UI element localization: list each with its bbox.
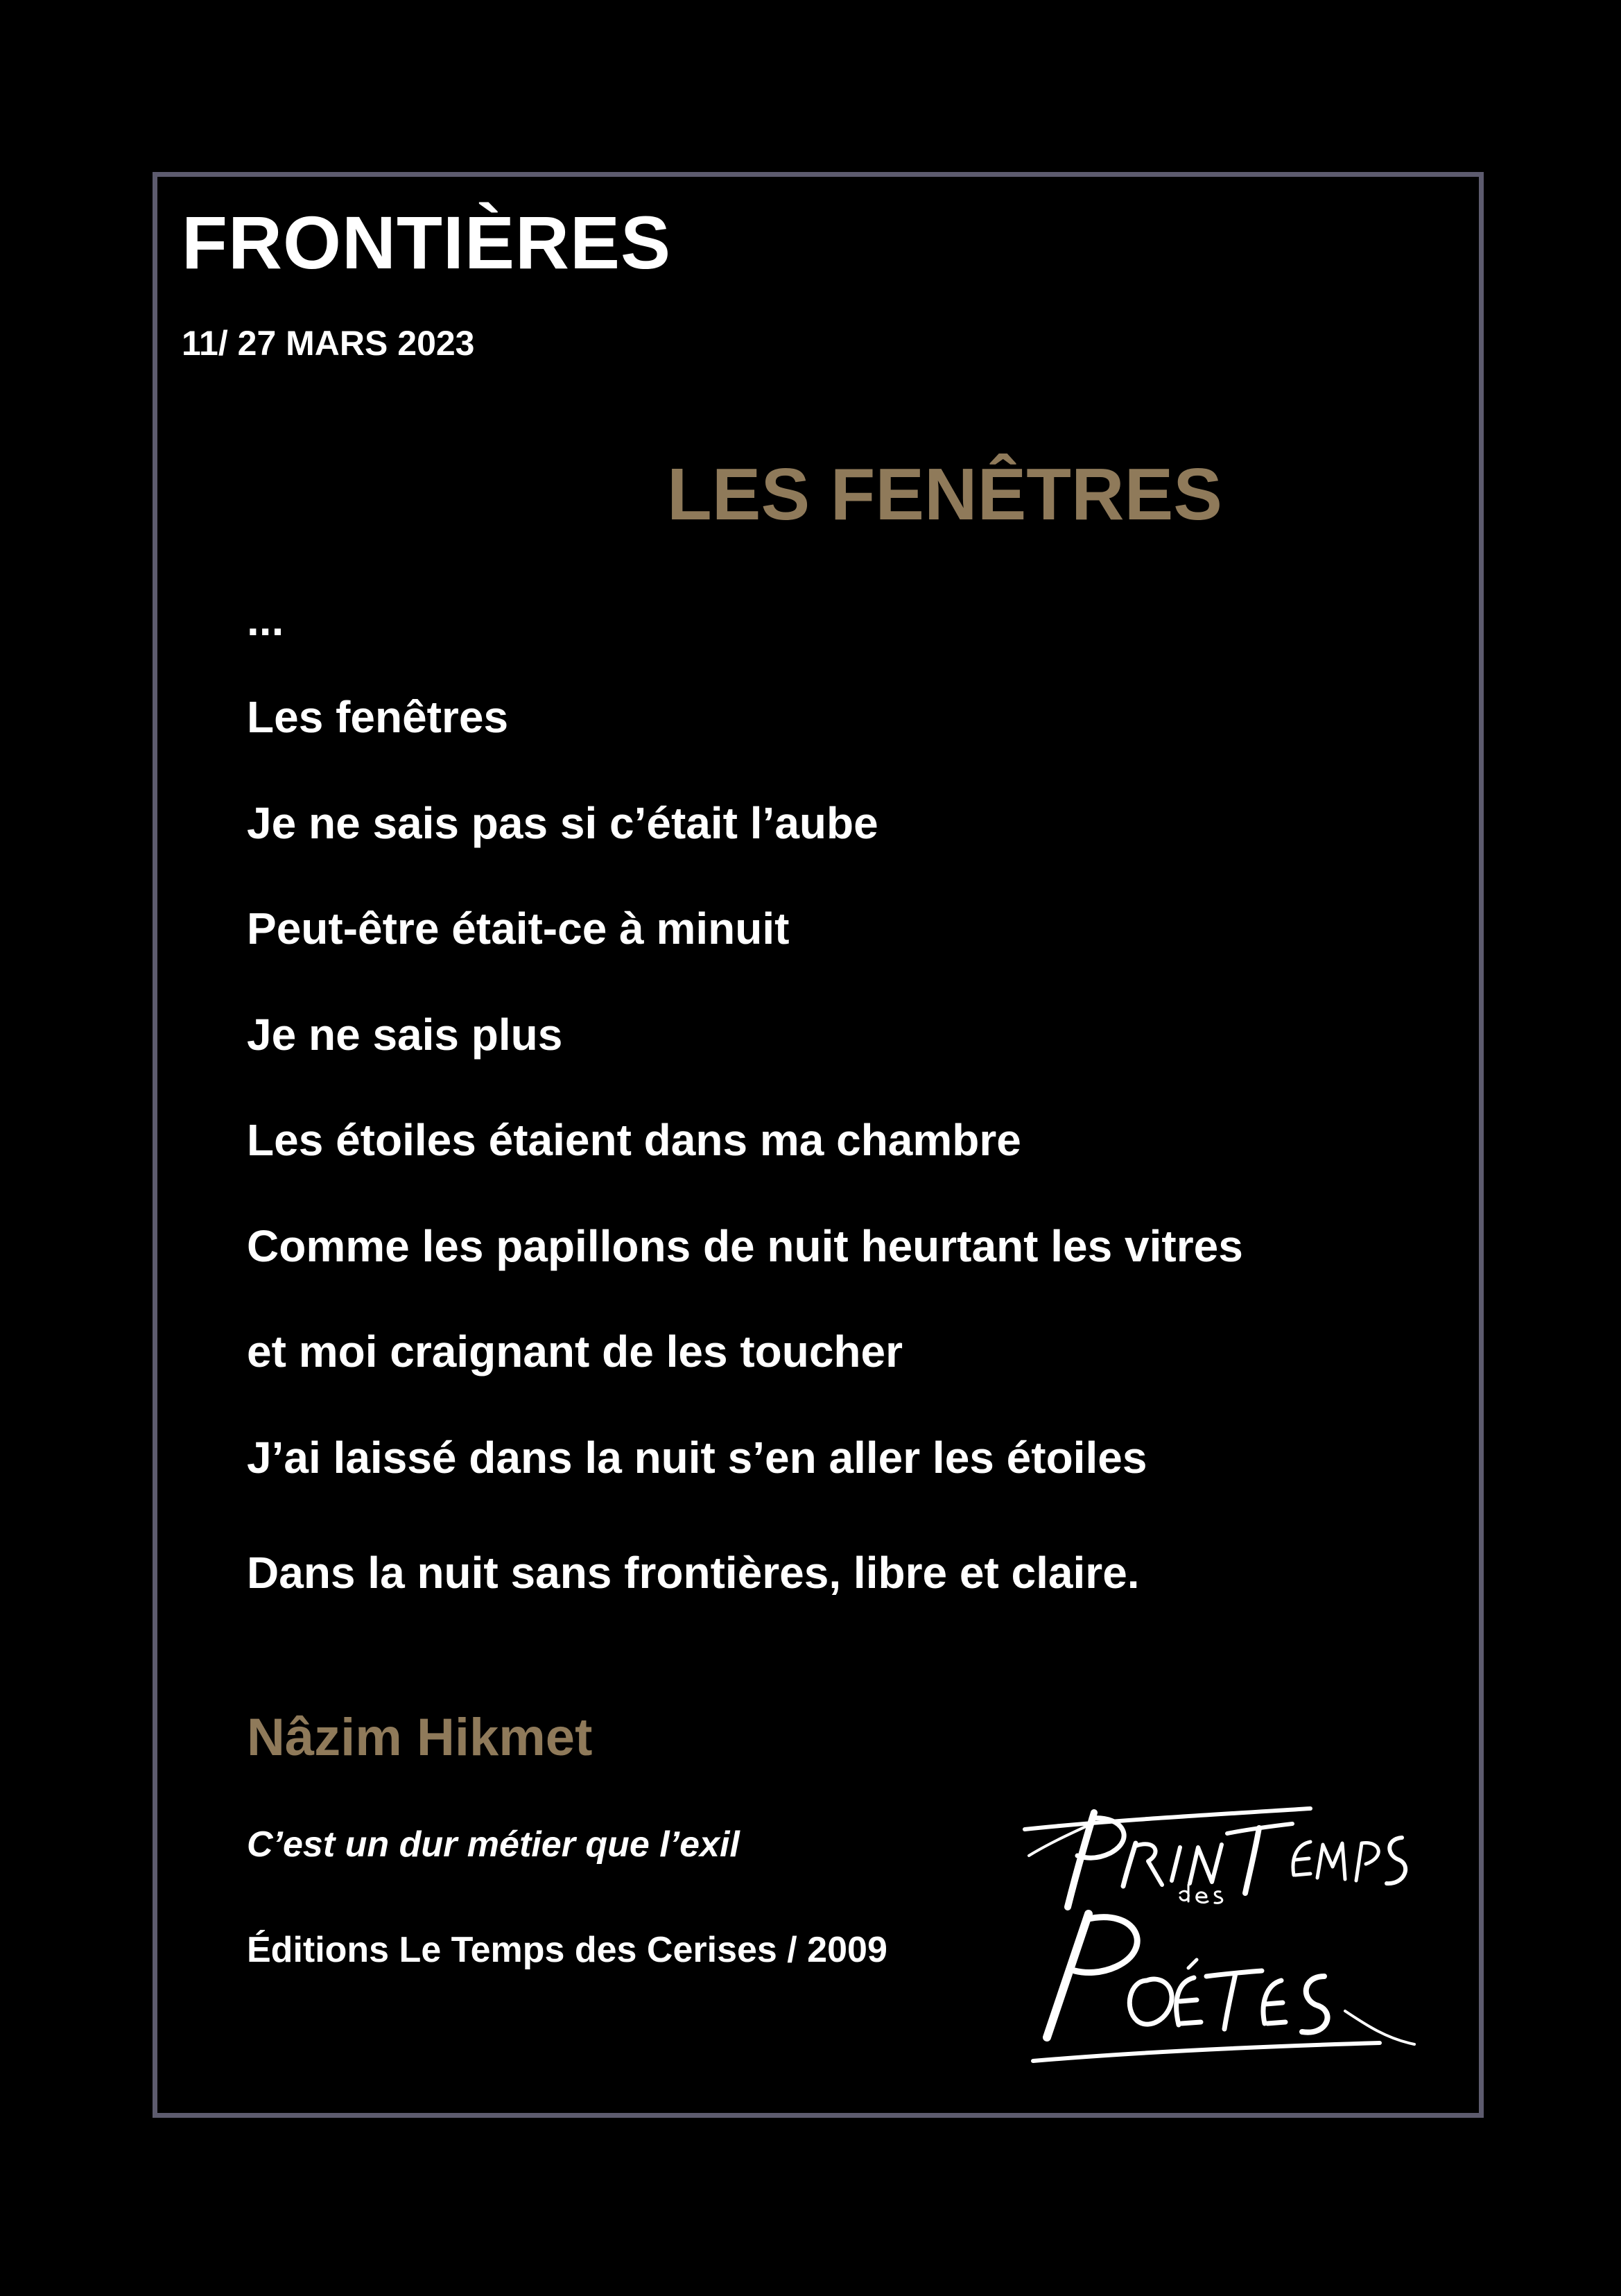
printemps-des-poetes-logo-icon bbox=[1019, 1803, 1421, 2066]
book-title: C’est un dur métier que l’exil bbox=[247, 1824, 740, 1865]
poem-line: Dans la nuit sans frontières, libre et claire. bbox=[247, 1548, 1140, 1598]
poem-line: et moi craignant de les toucher bbox=[247, 1327, 903, 1376]
poem-title: LES FENÊTRES bbox=[667, 454, 1223, 535]
poem-line: Je ne sais plus bbox=[247, 1010, 563, 1060]
poem-line: Les fenêtres bbox=[247, 692, 509, 742]
poem-line: Je ne sais pas si c’était l’aube bbox=[247, 798, 878, 848]
publisher-credit: Éditions Le Temps des Cerises / 2009 bbox=[247, 1930, 887, 1970]
poem-line: Comme les papillons de nuit heurtant les vitres bbox=[247, 1221, 1243, 1271]
poem-line: Les étoiles étaient dans ma chambre bbox=[247, 1115, 1021, 1165]
poem-line: ... bbox=[247, 595, 284, 645]
event-dates: 11/ 27 MARS 2023 bbox=[182, 324, 475, 363]
poem-line: J’ai laissé dans la nuit s’en aller les étoiles bbox=[247, 1433, 1147, 1483]
poem-line: Peut-être était-ce à minuit bbox=[247, 904, 790, 953]
event-title: FRONTIÈRES bbox=[182, 200, 672, 284]
poem-author: Nâzim Hikmet bbox=[247, 1708, 593, 1767]
